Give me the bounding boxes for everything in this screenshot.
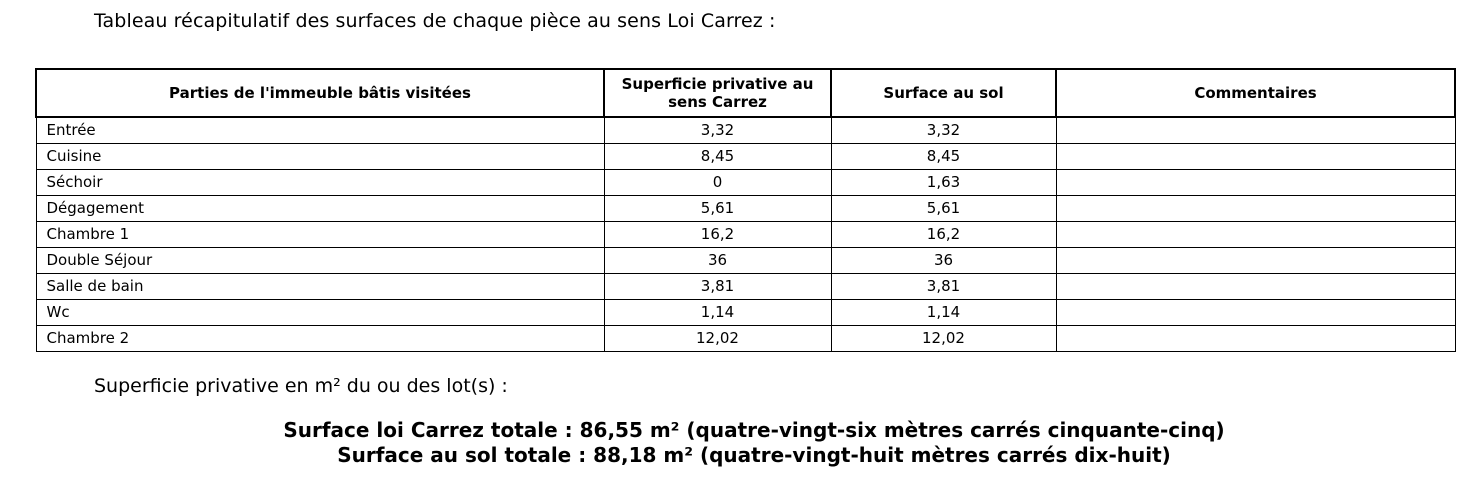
header-commentaires: Commentaires [1056, 69, 1455, 117]
total-sol: Surface au sol totale : 88,18 m² (quatre-vingt-huit mètres carrés dix-huit) [337, 443, 1171, 467]
carrez-value: 12,02 [604, 326, 831, 352]
room-name: Chambre 2 [36, 326, 604, 352]
surfaces-table [35, 68, 1456, 352]
carrez-value: 3,32 [604, 117, 831, 144]
carrez-value: 5,61 [604, 196, 831, 222]
carrez-value: 36 [604, 248, 831, 274]
sol-value: 3,32 [831, 117, 1056, 144]
total-carrez: Surface loi Carrez totale : 86,55 m² (quatre-vingt-six mètres carrés cinquante-cinq) [283, 418, 1225, 442]
comment-cell [1056, 274, 1455, 300]
room-name: Salle de bain [36, 274, 604, 300]
table-row [36, 326, 1455, 352]
room-name: Dégagement [36, 196, 604, 222]
room-name: Cuisine [36, 144, 604, 170]
carrez-value: 3,81 [604, 274, 831, 300]
comment-cell [1056, 144, 1455, 170]
sol-value: 1,14 [831, 300, 1056, 326]
sol-value: 8,45 [831, 144, 1056, 170]
header-superficie-carrez: Superficie privative au sens Carrez [604, 69, 831, 117]
carrez-value: 8,45 [604, 144, 831, 170]
room-name: Double Séjour [36, 248, 604, 274]
comment-cell [1056, 326, 1455, 352]
sol-value: 1,63 [831, 170, 1056, 196]
room-name: Wc [36, 300, 604, 326]
header-parties: Parties de l'immeuble bâtis visitées [36, 69, 604, 117]
carrez-value: 1,14 [604, 300, 831, 326]
sol-value: 36 [831, 248, 1056, 274]
carrez-value: 0 [604, 170, 831, 196]
room-name: Séchoir [36, 170, 604, 196]
table-row [36, 300, 1455, 326]
summary-label: Superficie privative en m² du ou des lot(s) : [94, 375, 508, 397]
sol-value: 5,61 [831, 196, 1056, 222]
table-row [36, 248, 1455, 274]
comment-cell [1056, 170, 1455, 196]
table-row [36, 144, 1455, 170]
comment-cell [1056, 222, 1455, 248]
table-row [36, 274, 1455, 300]
header-surface-sol: Surface au sol [831, 69, 1056, 117]
table-row [36, 170, 1455, 196]
comment-cell [1056, 300, 1455, 326]
table-row [36, 196, 1455, 222]
comment-cell [1056, 248, 1455, 274]
sol-value: 3,81 [831, 274, 1056, 300]
totals-block [0, 418, 1478, 468]
room-name: Entrée [36, 117, 604, 144]
comment-cell [1056, 196, 1455, 222]
sol-value: 16,2 [831, 222, 1056, 248]
comment-cell [1056, 117, 1455, 144]
sol-value: 12,02 [831, 326, 1056, 352]
table-row [36, 222, 1455, 248]
table-row [36, 117, 1455, 144]
table-caption: Tableau récapitulatif des surfaces de chaque pièce au sens Loi Carrez : [94, 10, 776, 32]
table-header-row [36, 69, 1455, 117]
room-name: Chambre 1 [36, 222, 604, 248]
carrez-value: 16,2 [604, 222, 831, 248]
